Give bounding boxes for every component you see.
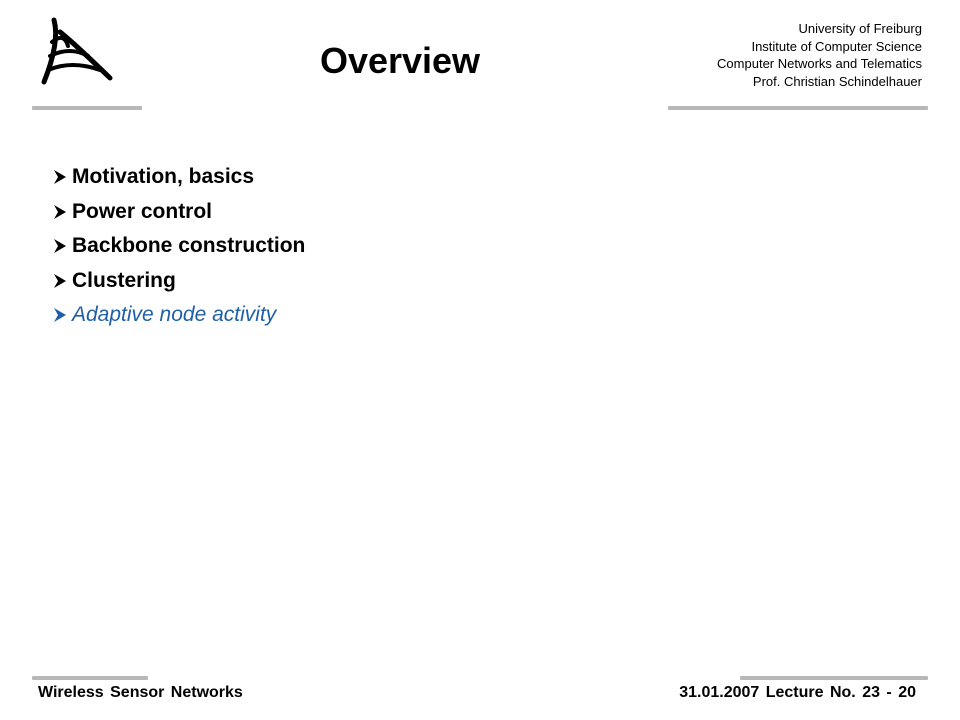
- list-item: [52, 229, 305, 264]
- list-item: [52, 160, 305, 195]
- affiliation-institute: Institute of Computer Science: [751, 38, 922, 54]
- arrowhead-bullet-icon: [52, 307, 72, 323]
- affiliation-block: [602, 20, 922, 90]
- slide-title: Overview: [319, 40, 481, 81]
- list-item-label: Adaptive node activity: [72, 303, 277, 327]
- header-rule-right: [668, 106, 928, 110]
- footer-lecture-info: 31.01.2007 Lecture No. 23 - 20: [679, 684, 916, 701]
- list-item-label: Motivation, basics: [72, 165, 255, 189]
- university-logo-icon: [30, 12, 120, 92]
- affiliation-university: University of Freiburg: [798, 21, 922, 36]
- affiliation-professor: Prof. Christian Schindelhauer: [752, 73, 922, 89]
- arrowhead-bullet-icon: [52, 204, 72, 220]
- list-item-label: Backbone construction: [72, 234, 306, 258]
- header-rule-left: [32, 106, 142, 110]
- arrowhead-bullet-icon: [52, 238, 72, 254]
- list-item: [52, 195, 305, 230]
- footer-rule-left: [32, 676, 148, 680]
- list-item-label: Clustering: [72, 268, 176, 292]
- list-item-label: Power control: [72, 199, 213, 223]
- list-item: [52, 264, 305, 299]
- footer-course-title: Wireless Sensor Networks: [38, 684, 243, 701]
- affiliation-department: Computer Networks and Telematics: [717, 56, 922, 71]
- arrowhead-bullet-icon: [52, 273, 72, 289]
- overview-list: [52, 160, 305, 333]
- footer-rule-right: [740, 676, 928, 680]
- list-item-active: [52, 298, 305, 333]
- arrowhead-bullet-icon: [52, 169, 72, 185]
